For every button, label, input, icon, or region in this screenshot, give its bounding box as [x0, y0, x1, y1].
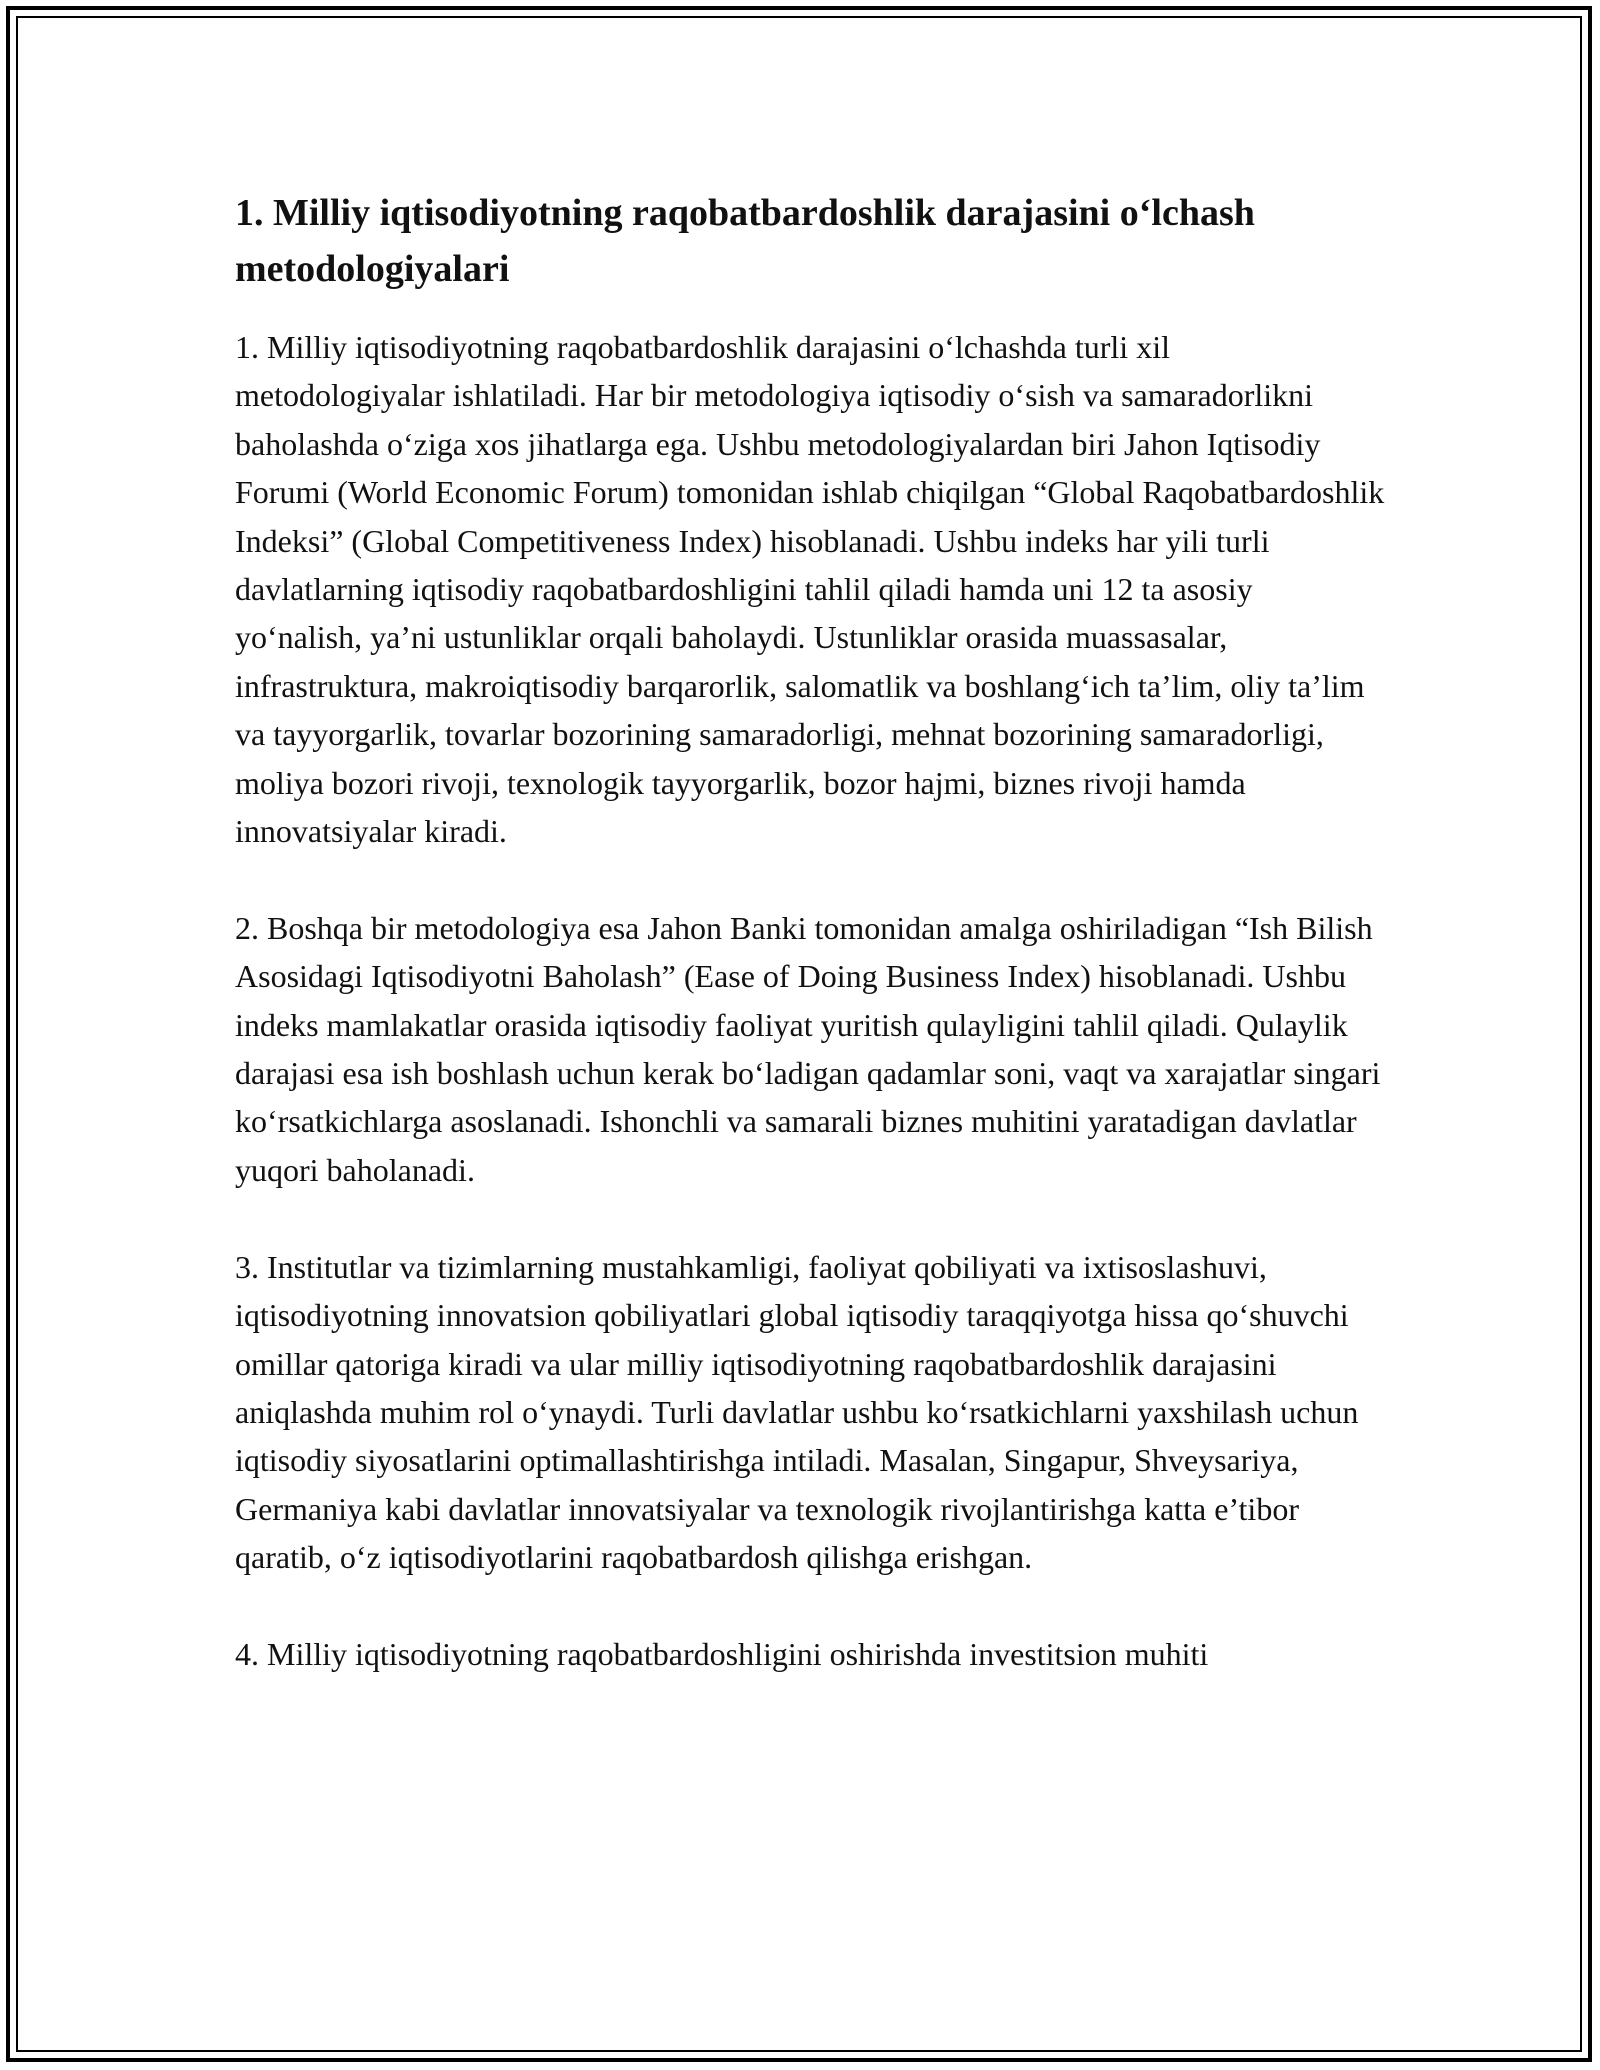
- paragraph-1: 1. Milliy iqtisodiyotning raqobatbardoshlik darajasini o‘lchashda turli xil metodologiyalar ishlatiladi. Har bir metodologiya iqtisodiy o‘sish va samaradorlikni baholashda o‘ziga xos jihatlarga ega. Ushbu metodologiyalardan biri Jahon Iqtisodiy Forumi (World Economic Forum) tomonidan ishlab chiqilgan “Global Raqobatbardoshlik Indeksi” (Global Competitiveness Index) hisoblanadi. Ushbu indeks har yili turli davlatlarning iqtisodiy raqobatbardoshligini tahlil qiladi hamda uni 12 ta asosiy yo‘nalish, ya’ni ustunliklar orqali baholaydi. Ustunliklar orasida muassasalar, infrastruktura, makroiqtisodiy barqarorlik, salomatlik va boshlang‘ich ta’lim, oliy ta’lim va tayyorgarlik, tovarlar bozorining samaradorligi, mehnat bozorining samaradorligi, moliya bozori rivoji, texnologik tayyorgarlik, bozor hajmi, biznes rivoji hamda innovatsiyalar kiradi.: [235, 329, 1385, 850]
- paragraph-3: 3. Institutlar va tizimlarning mustahkamligi, faoliyat qobiliyati va ixtisoslashuvi, iqtisodiyotning innovatsion qobiliyatlari global iqtisodiy taraqqiyotga hissa qo‘shuvchi omillar qatoriga kiradi va ular milliy iqtisodiyotning raqobatbardoshlik darajasini aniqlashda muhim rol o‘ynaydi. Turli davlatlar ushbu ko‘rsatkichlarni yaxshilash uchun iqtisodiy siyosatlarini optimallashtirishga intiladi. Masalan, Singapur, Shveysariya, Germaniya kabi davlatlar innovatsiyalar va texnologik rivojlantirishga katta e’tibor qaratib, o‘z iqtisodiyotlarini raqobatbardosh qilishga erishgan.: [235, 1248, 1359, 1576]
- document-body: [235, 185, 1385, 1727]
- paragraph-4: 4. Milliy iqtisodiyotning raqobatbardoshligini oshirishda investitsion muhiti: [235, 1635, 1209, 1672]
- paragraph-2: 2. Boshqa bir metodologiya esa Jahon Banki tomonidan amalga oshiriladigan “Ish Bilish Asosidagi Iqtisodiyotni Baholash” (Ease of Doing Business Index) hisoblanadi. Ushbu indeks mamlakatlar orasida iqtisodiy faoliyat yuritish qulayligini tahlil qiladi. Qulaylik darajasi esa ish boshlash uchun kerak bo‘ladigan qadamlar soni, vaqt va xarajatlar singari ko‘rsatkichlarga asoslanadi. Ishonchli va samarali biznes muhitini yaratadigan davlatlar yuqori baholanadi.: [235, 909, 1381, 1188]
- section-heading: 1. Milliy iqtisodiyotning raqobatbardoshlik darajasini o‘lchash metodologiyalari: [235, 192, 1255, 290]
